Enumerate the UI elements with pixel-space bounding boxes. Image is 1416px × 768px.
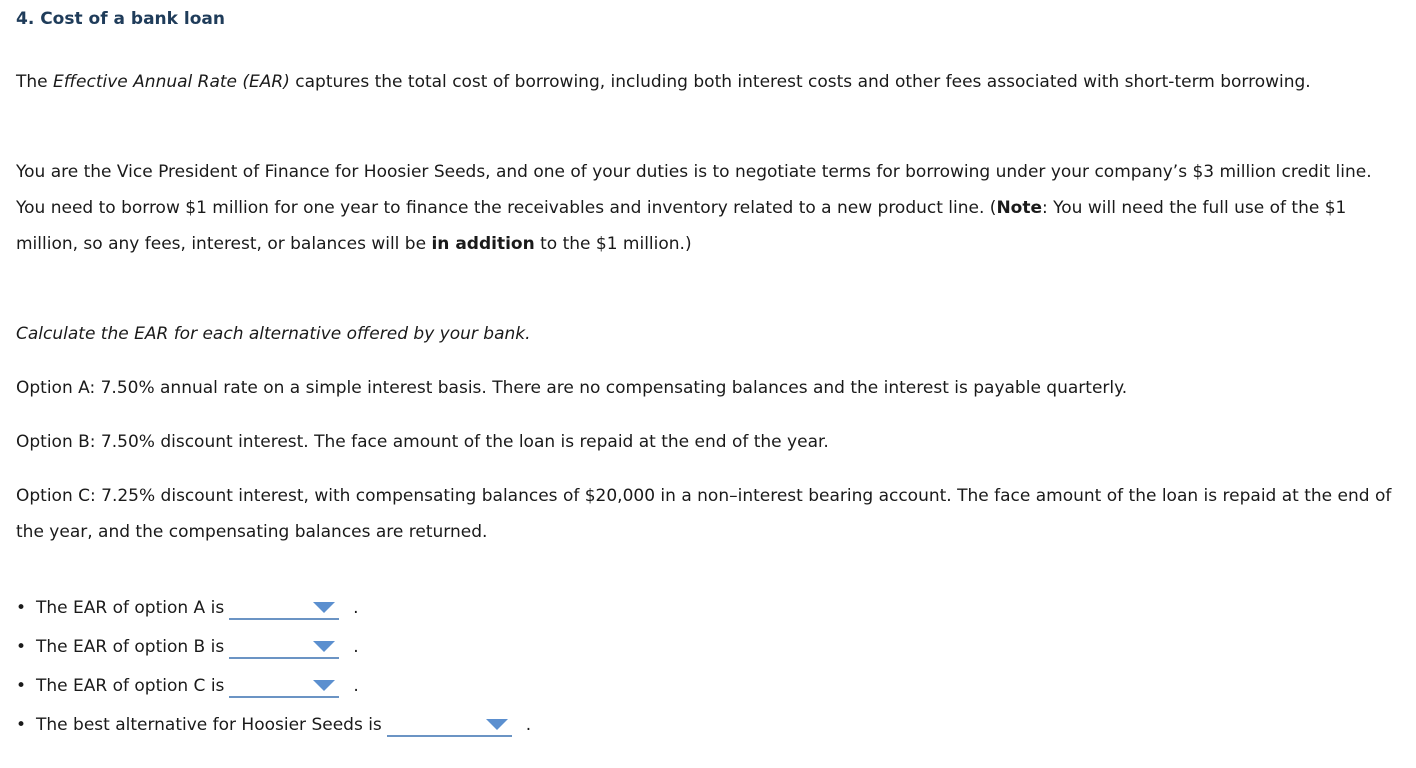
intro-term: Effective Annual Rate (EAR) bbox=[53, 72, 290, 92]
ear-option-a-dropdown[interactable] bbox=[229, 596, 339, 620]
question-item bbox=[16, 627, 531, 666]
period: . bbox=[525, 714, 532, 735]
option-b-text: Option B: 7.50% discount interest. The face amount of the loan is repaid at the end of the year. bbox=[16, 432, 829, 452]
chevron-down-icon[interactable] bbox=[313, 602, 335, 613]
question-list bbox=[16, 588, 531, 744]
option-c-text: Option C: 7.25% discount interest, with compensating balances of $20,000 in a non–interest bearing account. The face amount of the loan is repaid at the end of the year, and the compensating balances are returned. bbox=[16, 486, 1392, 542]
note-label: Note bbox=[996, 198, 1043, 218]
chevron-down-icon[interactable] bbox=[486, 719, 508, 730]
intro-paragraph bbox=[16, 64, 1406, 100]
question-item bbox=[16, 666, 531, 705]
question-label: The EAR of option B is bbox=[36, 636, 225, 657]
question-label: The EAR of option A is bbox=[36, 597, 225, 618]
emphasis-text: in addition bbox=[431, 234, 535, 254]
bullet-icon: • bbox=[16, 597, 27, 618]
ear-option-c-dropdown[interactable] bbox=[229, 674, 339, 698]
scenario-part1: You are the Vice President of Finance for Hoosier Seeds, and one of your duties is to negotiate terms for borrowing under your company’s $3 million credit line. You need to borrow $1 million for one year to finance the receivables and inventory related to a new product line. ( bbox=[16, 162, 1372, 218]
period: . bbox=[353, 597, 359, 618]
ear-option-b-dropdown[interactable] bbox=[229, 635, 339, 659]
chevron-down-icon[interactable] bbox=[313, 680, 335, 691]
scenario-part2: : You will need the full use of the $1 million, so any fees, interest, or balances will be bbox=[16, 198, 1347, 254]
question-item bbox=[16, 588, 531, 627]
best-alternative-dropdown[interactable] bbox=[387, 713, 512, 737]
bullet-icon: • bbox=[16, 636, 27, 657]
scenario-part3: to the $1 million.) bbox=[534, 234, 692, 254]
bullet-icon: • bbox=[16, 714, 27, 735]
question-label: The best alternative for Hoosier Seeds is bbox=[36, 714, 382, 735]
scenario-paragraph bbox=[16, 154, 1406, 262]
question-label: The EAR of option C is bbox=[36, 675, 225, 696]
intro-suffix: captures the total cost of borrowing, including both interest costs and other fees associated with short-term borrowing. bbox=[289, 72, 1311, 92]
intro-prefix: The bbox=[16, 72, 54, 92]
period: . bbox=[353, 636, 359, 657]
period: . bbox=[353, 675, 359, 696]
instruction-text: Calculate the EAR for each alternative offered by your bank. bbox=[16, 324, 531, 344]
bullet-icon: • bbox=[16, 675, 27, 696]
page-title: 4. Cost of a bank loan bbox=[16, 9, 225, 29]
option-a-text: Option A: 7.50% annual rate on a simple interest basis. There are no compensating balances and the interest is payable quarterly. bbox=[16, 378, 1128, 398]
question-item bbox=[16, 705, 531, 744]
chevron-down-icon[interactable] bbox=[313, 641, 335, 652]
